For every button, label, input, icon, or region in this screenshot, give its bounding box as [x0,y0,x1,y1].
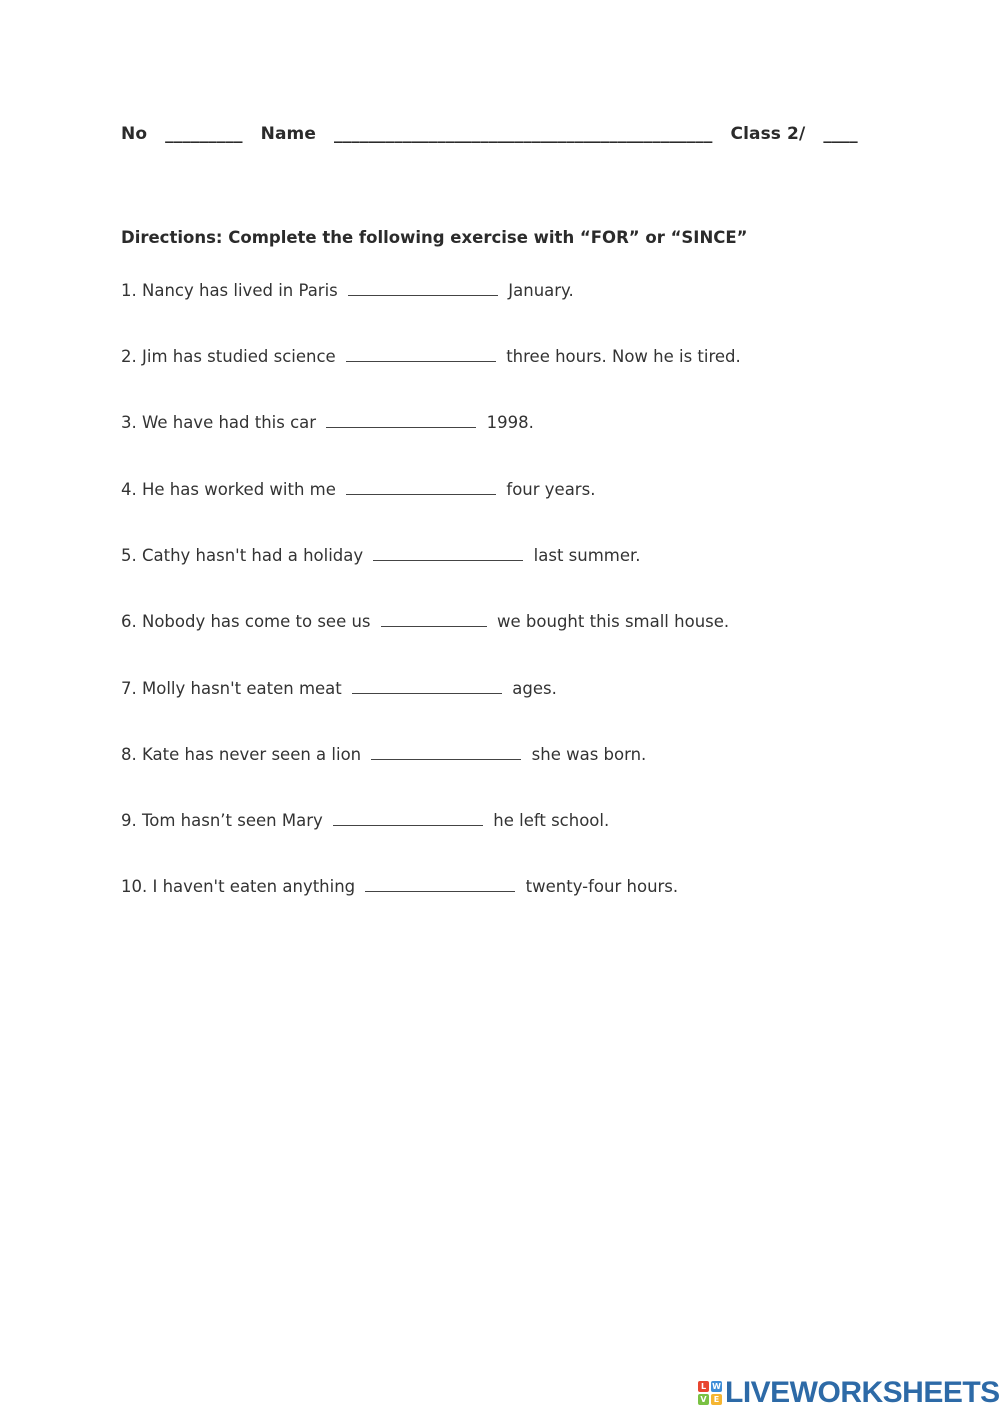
logo-tile-w: W [712,1382,721,1391]
answer-blank-1[interactable] [348,281,498,296]
answer-blank-3[interactable] [326,413,476,428]
name-label: Name [260,124,316,144]
question-10: 10. I haven't eaten anything twenty-four hours. [121,877,679,896]
name-field[interactable]: ____________________________________________ [334,124,713,144]
answer-blank-2[interactable] [346,347,496,362]
answer-blank-8[interactable] [371,745,521,760]
question-5: 5. Cathy hasn't had a holiday last summer. [121,546,641,565]
student-info-header [121,124,858,144]
answer-blank-9[interactable] [333,811,483,826]
directions-text: Directions: Complete the following exercise with “FOR” or “SINCE” [121,228,748,247]
answer-blank-7[interactable] [352,679,502,694]
answer-blank-6[interactable] [381,612,487,627]
question-9: 9. Tom hasn’t seen Mary he left school. [121,811,610,830]
brand-name: LIVEWORKSHEETS [725,1376,1000,1409]
question-8: 8. Kate has never seen a lion she was born. [121,745,647,764]
class-label: Class 2/ [730,124,806,144]
liveworksheets-logo[interactable] [698,1376,1000,1410]
answer-blank-10[interactable] [365,877,515,892]
number-field[interactable]: _________ [165,124,243,144]
question-1: 1. Nancy has lived in Paris January. [121,281,574,300]
logo-tile-v: V [698,1394,709,1405]
answer-blank-5[interactable] [373,546,523,561]
question-6: 6. Nobody has come to see us we bought this small house. [121,612,730,631]
logo-tile-e: E [711,1394,722,1405]
question-4: 4. He has worked with me four years. [121,480,596,499]
question-7: 7. Molly hasn't eaten meat ages. [121,679,557,698]
liveworksheets-icon [698,1381,722,1405]
question-3: 3. We have had this car 1998. [121,413,534,432]
question-2: 2. Jim has studied science three hours. Now he is tired. [121,347,741,366]
answer-blank-4[interactable] [346,480,496,495]
logo-tile-l: L [698,1381,709,1392]
number-label: No [121,124,148,144]
class-field[interactable]: ____ [823,124,858,144]
